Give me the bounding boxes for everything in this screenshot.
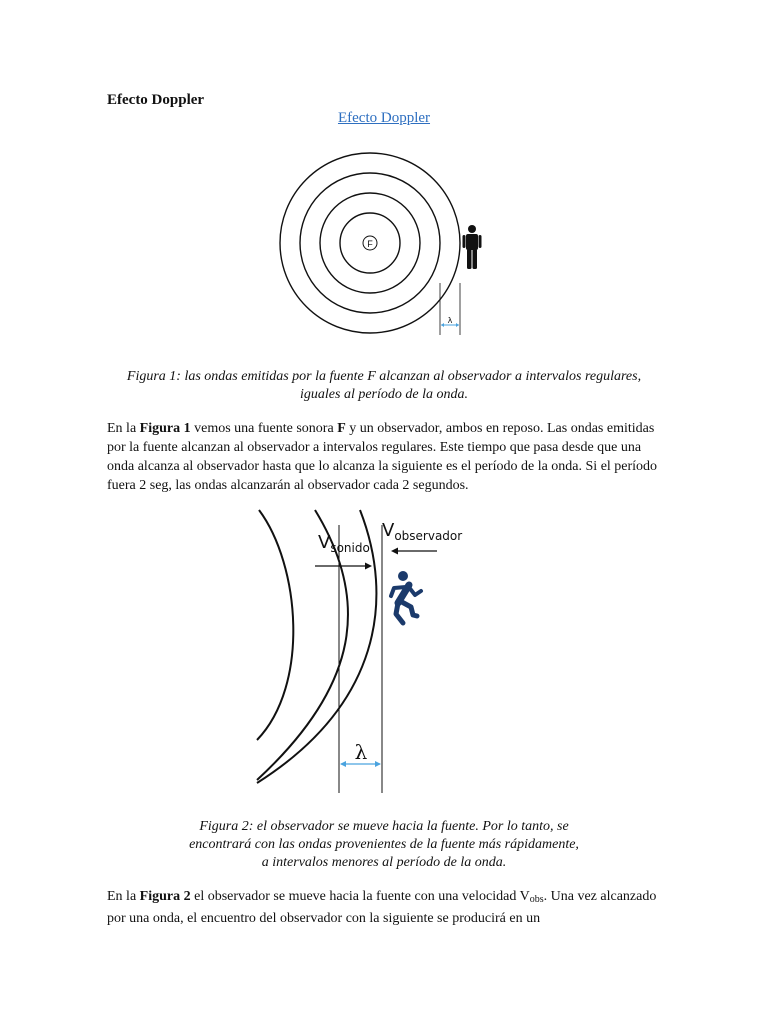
paragraph-2-text-c: . Una vez alcanzado por una onda, el encuentro del observador con la siguiente se producirá en un (107, 889, 657, 926)
paragraph-2 (107, 887, 667, 928)
paragraph-1-text-b: vemos una fuente sonora (190, 421, 338, 436)
figura-2-bold: Figura 2 (139, 889, 191, 904)
paragraph-2-text-b: el observador se mueve hacia la fuente con una velocidad V (190, 889, 530, 904)
v-observador-label: $V_{observador}$ (382, 520, 463, 543)
standing-person-icon (463, 225, 482, 269)
figure-2-caption-line-1: Figura 2: el observador se mueve hacia la fuente. Por lo tanto, se (199, 819, 569, 834)
efecto-doppler-link[interactable]: Efecto Doppler (337, 110, 431, 126)
fuente-f-bold: F (337, 421, 346, 436)
paragraph-1 (107, 419, 667, 495)
page-heading: Efecto Doppler (107, 92, 205, 108)
figure-2-caption-line-2: encontrará con las ondas provenientes de la fuente más rápidamente, (189, 837, 579, 852)
running-person-icon (391, 571, 421, 623)
figure-1-caption-line-2: iguales al período de la onda. (300, 387, 468, 402)
figura-1-bold: Figura 1 (139, 421, 191, 436)
wavefront-arc-1 (257, 510, 293, 740)
wavelength-label: λ (354, 740, 368, 764)
paragraph-1-text-c: y un observador, ambos en reposo. Las ondas emitidas por la fuente alcanzan al observador a intervalos regulares. Este tiempo que pasa desde que una onda alcanza al observador hasta que lo alcanza la siguiente es el período de la onda. Si el período fuera 2 seg, las ondas alcanzarán al observador cada 2 segundos. (107, 421, 658, 493)
paragraph-1-text-a: En la (107, 421, 140, 436)
figure-1-caption-line-1: Figura 1: las ondas emitidas por la fuente F alcanzan al observador a intervalos regulares, (126, 369, 642, 384)
figure-1-concentric-waves (278, 143, 488, 338)
source-label: F (367, 239, 373, 249)
figure-2-caption (150, 818, 618, 872)
paragraph-2-text-a: En la (107, 889, 140, 904)
figure-1-caption (100, 368, 668, 404)
wavelength-label: λ (447, 316, 453, 325)
v-sonido-label: $V_{sonido}$ (318, 532, 370, 555)
obs-subscript: obs (529, 894, 544, 905)
figure-2-caption-line-3: a intervalos menores al período de la onda. (261, 855, 507, 870)
figure-2-moving-observer (255, 505, 463, 797)
